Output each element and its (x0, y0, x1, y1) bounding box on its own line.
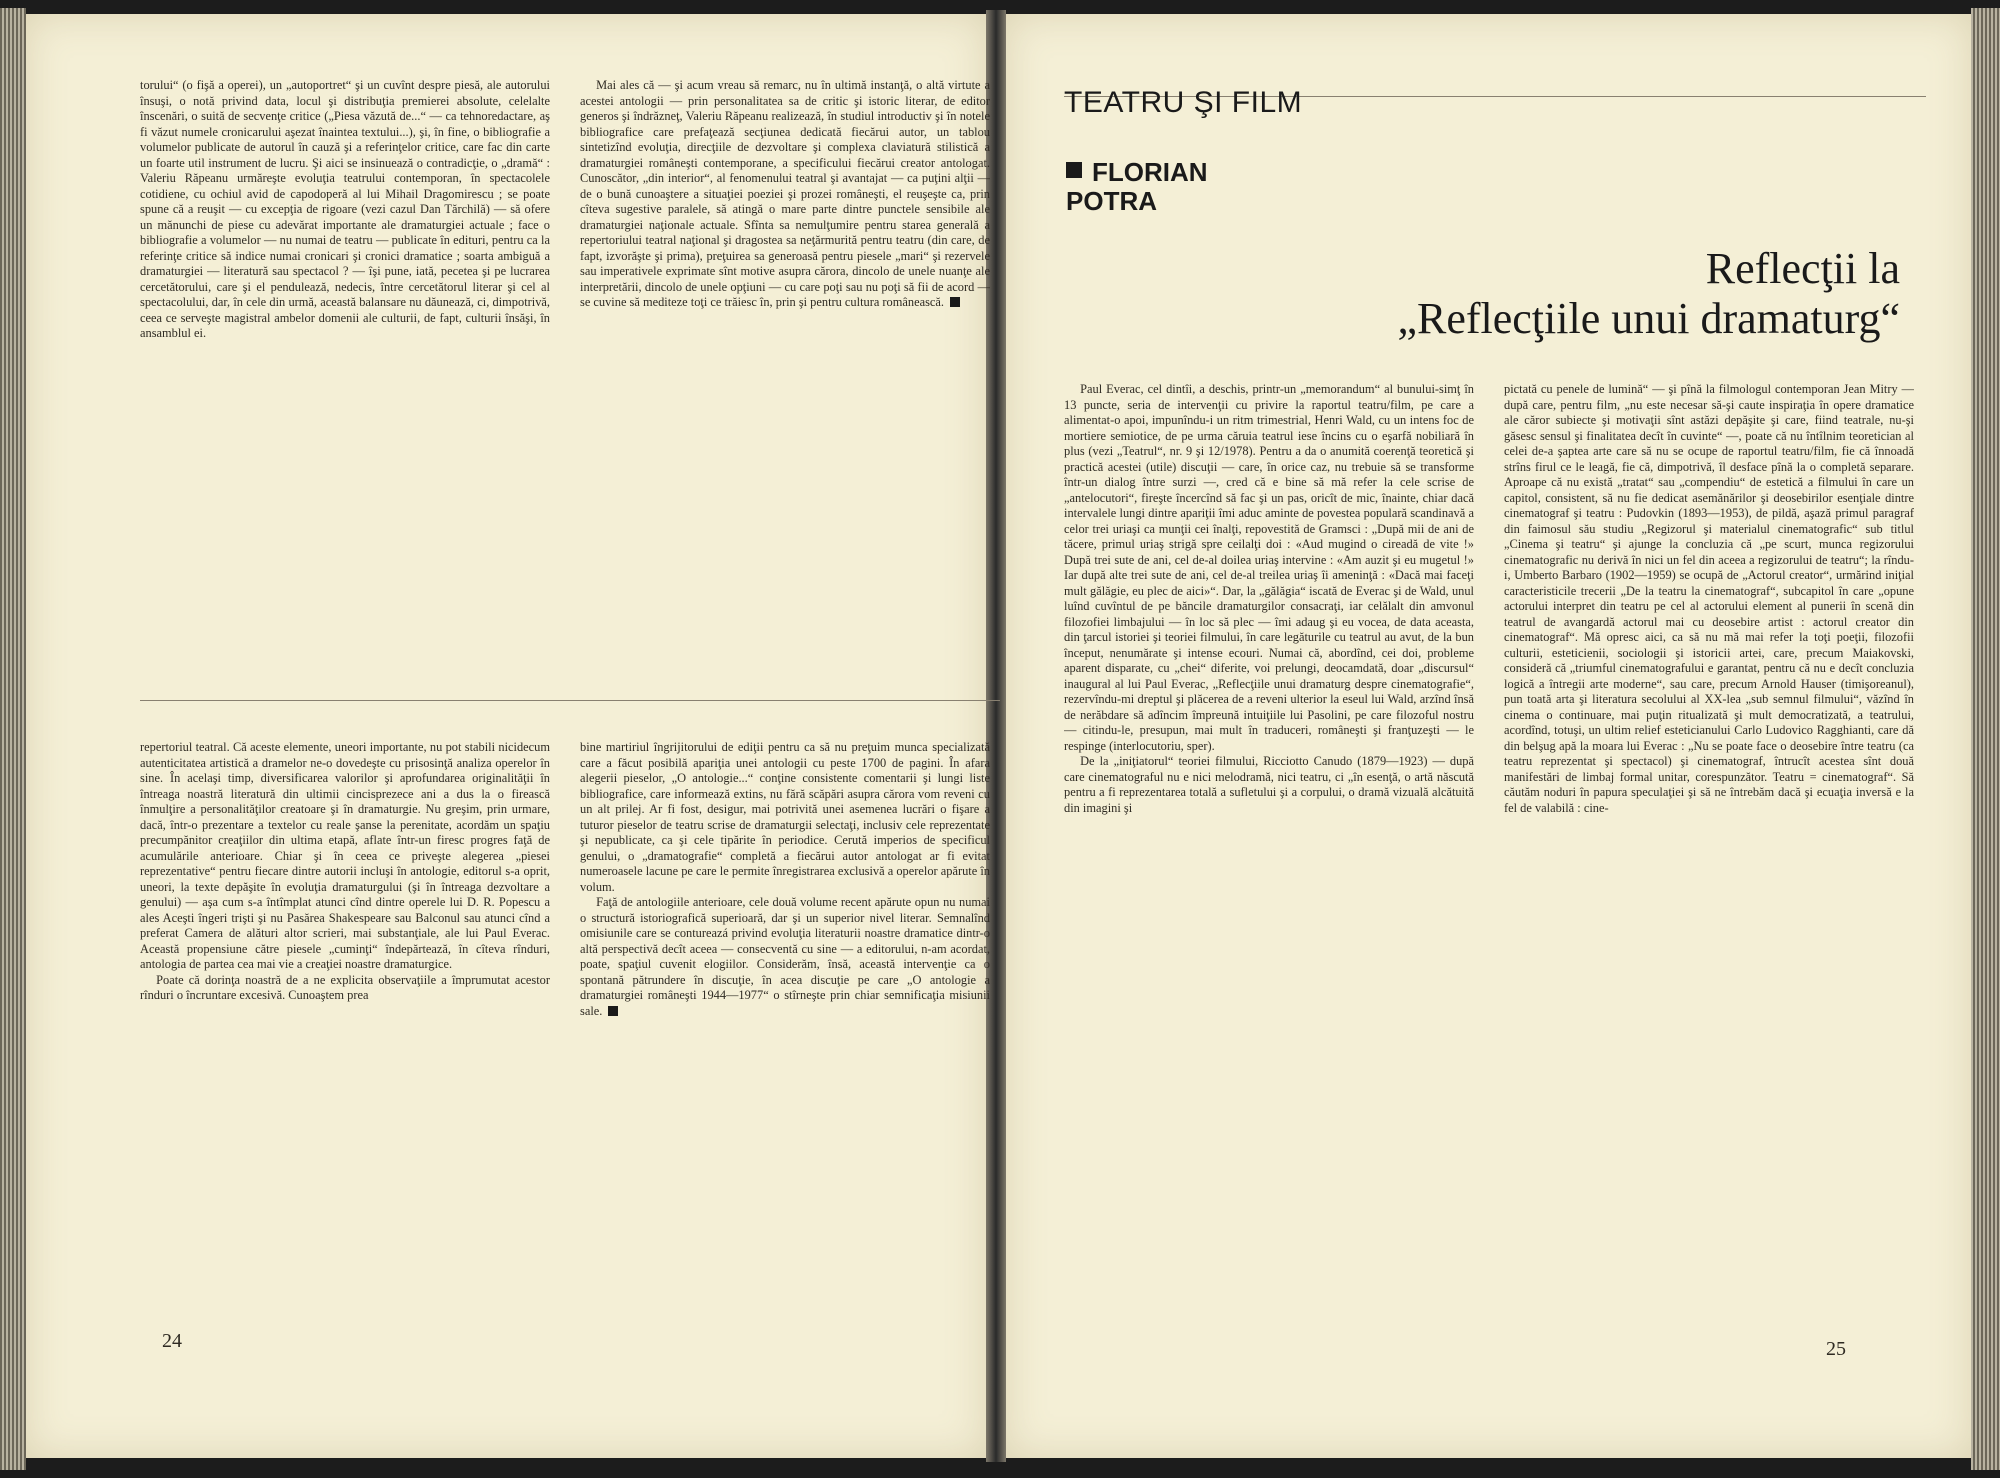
book-page-edges-right (1971, 8, 2000, 1470)
paragraph: Faţă de antologiile anterioare, cele două volume recent apărute opun nu numai o structură istoriografică superioară, dar şi un superior nivel literar. Semnalînd omisiunile care se contureazá privind evoluţia literaturii noastre dramatice dintr-o altă perspectivă decît aceea — consecventă cu sine — a editorului, n-am acordat, poate, spaţiul cuvenit elogiilor. Considerăm, însă, această intervenţie ca o spontană pătrundere în discuţie, în acea discuţie pe care „O antologie a dramaturgiei româneşti 1944—1977“ o stîrneşte prin chiar semnificaţia misiunii sale. (580, 895, 990, 1018)
end-mark-icon (608, 1006, 618, 1016)
left-top-column-2 (580, 78, 990, 658)
left-bottom-column-2 (580, 740, 990, 1320)
right-column-1 (1064, 382, 1474, 1332)
author-last-name: POTRA (1066, 186, 1157, 216)
paragraph: pictată cu penele de lumină“ — şi pînă la filmologul contemporan Jean Mitry — după care, pentru film, „nu este necesar să-şi caute inspiraţia în opere dramatice ale căror subiecte şi motivaţii sînt astăzi depăşite şi care, fiind teatrale, nu-şi găsesc sensul şi finalitatea decît în cuvinte“ —, poate că nu întîlnim teoretician al celei de-a şaptea arte care să nu se ocupe de raportul teatru/film, fie că înnoadă strîns firul ce le leagă, fie că, dimpotrivă, îl desface pînă la o completă separare. Aproape că nu există „tratat“ sau „compendiu“ de estetică a filmului în care un capitol, consistent, să nu fie dedicat asemănărilor şi deosebirilor esenţiale dintre cinematograf şi teatru : Pudovkin (1893—1953), de pildă, aşază primul paragraf din faimosul său studiu „Regizorul şi materialul cinematografic“ sub titlul „Cinema şi teatru“ şi ajunge la concluzia că „pe scurt, munca regizorului cinematografic nu derivă în nici un fel din aceea a regizorului de teatru“; la rîndu-i, Umberto Barbaro (1902—1959) se ocupă de „Actorul creator“, urmărind iniţial caracteristicile trecerii „De la teatru la cinematograf“, subcapitol în care „opune actorului interpret din teatru pe cel al actorului element al punerii în scenă din teatrul de avangardă actorul mai cu deosebire artist : actorul creator din cinematograf“. Mă opresc aici, ca să nu mă mai refer la toţi poeţii, filozofii culturii, esteticienii, sociologii şi istoricii artei, care, precum Maiakovski, consideră că „triumful cinematografului e garantat, pentru că nu e decît concluzia logică a întregii arte moderne“, sau care, precum Arnold Hauser (timişoreanul), pun toată arta şi literatura secolului al XX-lea „sub semnul filmului“, văzînd în cinema o continuare, mai puţin ritualizată şi mult democratizată, a teatrului, acordînd, totuşi, un ultim relief esteticianului Carlo Ludovico Ragghianti, care dă din belşug apă la moara lui Everac : „Nu se poate face o deosebire între teatru (ca teatru reprezentat şi spectacol) şi cinematograf, întrucît acestea sînt două manifestări de limbaj formal unitar, corespunzător. Teatru = cinematograf“. Să căutăm noduri în papura speculaţiei şi să ne întrebăm dacă şi ecuaţia inversă e la fel de valabilă : cine- (1504, 382, 1914, 815)
end-mark-icon (950, 297, 960, 307)
left-bottom-column-1 (140, 740, 550, 1320)
paragraph: Paul Everac, cel dintîi, a deschis, printr-un „memorandum“ al bunului-simţ în 13 puncte, seria de intervenţii cu privire la raportul teatru/film, pe care a alimentat-o apoi, impunîndu-i un ritm trimestrial, Henri Wald, cu un intens foc de mortiere semiotice, de pe urma căruia teatrul iese încins cu o eşarfă nobiliară în plus (vezi „Teatrul“, nr. 9 şi 12/1978). Pentru a da o anumită coerenţă teoretică şi practică acestei (utile) discuţii — care, în orice caz, nu trebuie să se transforme într-un dialog între surzi —, cred că e bine să mă refer la cele scrise de „antelocutori“, fireşte încercînd să fac şi un pas, oricît de mic, înainte, chiar dacă intervalele lungi dintre apariţii îmi aduc aminte de povestea populară scandinavă a celor trei uriaşi ca munţii cei înalţi, repovestită de Gramsci : „După mii de ani de tăcere, primul uriaş strigă spre ceilalţi doi : «Aud mugind o cireadă de vite !» După trei sute de ani, cel de-al doilea uriaş intervine : «Am auzit şi eu mugetul !» Iar după alte trei sute de ani, cel de-al treilea uriaş îi ameninţă : «Dacă mai faceţi mult gălăgie, eu plec de aici»“. Dar, la „gălăgia“ iscată de Everac şi de Wald, unul luînd cuvîntul de pe băncile dramaturgilor consacraţi, iar celălalt din amvonul filozofiei limbajului — în loc să plec — îmi adaug şi eu vocea, de data aceasta, din ţarcul istoriei şi teoriei filmului, în care legăturile cu teatrul au avut, de la bun început, nenumărate şi intense ecouri. Numai că, abordînd, cei doi, probleme aparent disparate, cu „chei“ diferite, voi prelungi, deocamdată, doar „discursul“ inaugural al lui Paul Everac, „Reflecţiile unui dramaturg despre cinematografie“, rezervîndu-mi dreptul şi plăcerea de a reveni ulterior la eseul lui Wald, arzînd însă de nerăbdare să adîncim împreună intuiţiile lui Pasolini, pe care filozoful nostru — citindu-le, presupun, mai mult în traduceri, româneşti şi franţuzeşti — le respinge (interlocutoriu, sper). (1064, 382, 1474, 753)
paragraph: bine martiriul îngrijitorului de ediţii pentru ca să nu preţuim munca specializată care a făcut posibilă apariţia unei antologii cu peste 1700 de pagini. În afara alegerii pieselor, „O antologie...“ conţine consistente comentarii şi lungi liste bibliografice, care informează extins, nu fără scăpări asupra cărora vom reveni cu un alt prilej. Ar fi fost, desigur, mai potrivită unei asemenea lucrări o fişare a tuturor pieselor de teatru scrise de dramaturgii selectaţi, inclusiv cele reprezentate şi nepublicate, ca şi cele tipărite în periodice. Cerută imperios de specificul genului, o „dramatografie“ completă a fiecărui autor antologat ar fi evitat numeroasele lacune pe care le permite înregistrarea exclusivă a operelor apărute în volum. (580, 740, 990, 894)
paragraph: Mai ales că — şi acum vreau să remarc, nu în ultimă instanţă, o altă virtute a acestei antologii — prin personalitatea sa de critic şi istoric literar, de editor generos şi îndrăzneţ, Valeriu Răpeanu realizează, în studiul introductiv şi în notele bibliografice care prefaţează secţiunea dedicată fiecărui autor, un tablou sintetizînd evoluţia, direcţiile de dezvoltare şi complexa claviatură stilistică a dramaturgiei româneşti contemporane, a specificului fiecărui creator antologat. Cunoscător, „din interior“, al fenomenului teatral şi avantajat — ca puţini alţii — de o bună cunoaştere a situaţiei poeziei şi prozei româneşti, el reuşeşte ca, prin cîteva sugestive paralele, să atingă o mare parte dintre punctele sensibile ale dramaturgiei naţionale actuale. Sfînta sa nemulţumire pentru starea generală a repertoriului teatral naţional şi dragostea sa neţărmurită pentru teatru (din care, de fapt, izvorăşte şi prima), preţuirea sa generoasă pentru piesele „mari“ şi rezervele sau imperativele exprimate sînt motive asupra cărora, dincolo de unele nuanţe ale interpretării, dincolo de unele opţiuni — cu care poţi sau nu poţi să fii de acord — se cuvine să mediteze toţi ce trăiesc în, prin şi pentru cultura românească. (580, 78, 990, 309)
paragraph: De la „iniţiatorul“ teoriei filmului, Ricciotto Canudo (1879—1923) — după care cinematograful nu e nici melodramă, nici teatru, ci „în esenţă, o artă născută pentru a fi reprezentarea totală a sufletului şi a corpului, o dramă vizuală alcătuită din imagini şi (1064, 754, 1474, 815)
section-title: TEATRU ŞI FILM (1064, 86, 1303, 119)
paragraph: torului“ (o fişă a operei), un „autoportret“ şi un cuvînt despre piesă, ale autorului însuşi, o notă privind data, locul şi distribuţia premierei absolute, celelalte înscenări, o suită de secvenţe critice („Piesa văzută de...“ — ca tehnoredactare, aş fi văzut numele cronicarului aşezat înaintea textului...), şi, în fine, o bibliografie a volumelor publicate de autorul în cauză şi a referinţelor critice, care fac din carte un foarte util instrument de lucru. Şi aici se insinuează o contradicţie, o „dramă“ : Valeriu Răpeanu urmăreşte evoluţia teatrului contemporan, în spectacolele cotidiene, cu ochiul avid de capodoperă al lui Mihail Dragomirescu ; se poate spune că a reuşit — cu excepţia de rigoare (vezi cazul Dan Tărchilă) — să ofere un mănunchi de piese cu adevărat importante ale dramaturgiei actuale ; face o bibliografie a volumelor — nu numai de teatru — publicate în edituri, pentru ca la referinţe critice să indice numai cronicari şi cronici dramatice ; soarta ambiguă a dramaturgiei — literatură sau spectacol ? — îşi pune, iată, pecetea şi pe lucrarea cercetătorului, care şi el pendulează, nedecis, între cercetătorul literar şi cel al spectacolului, dar, în cele din urmă, această balansare nu dăunează, ci, dimpotrivă, ceea ce serveşte magistral ambelor domenii ale culturii, de fapt, culturii însăşi, în ansamblul ei. (140, 78, 550, 340)
article-headline (1160, 244, 1900, 344)
headline-line-1: Reflecţii la (1705, 244, 1900, 293)
book-page-edges-left (0, 8, 26, 1470)
paragraph: Poate că dorinţa noastră de a ne explicita observaţiile a împrumutat acestor rînduri o încruntare excesivă. Cunoaştem prea (140, 972, 550, 1002)
left-top-column-1 (140, 78, 550, 658)
paragraph: repertoriul teatral. Că aceste elemente, uneori importante, nu pot stabili nicidecum autenticitatea artistică a dramelor ne-o dovedeşte cu prisosinţă analiza operelor în sine. În acelaşi timp, diversificarea valorilor şi aprofundarea originalităţii în întreaga noastră literatură din ultimii cincisprezece ani a dus la o firească înmulţire a personalităţilor creatoare şi în dramaturgie. Nu greşim, prin urmare, dacă, într-o prezentare a textelor cu reale şanse la perenitate, acordăm un spaţiu precumpănitor creaţiilor din ultima etapă, aflate într-un firesc progres faţă de acumulările anterioare. Chiar şi în ceea ce priveşte alegerea „piesei reprezentative“ pentru fiecare dintre autorii incluşi în antologie, editorul s-a oprit, uneori, la texte depăşite în evoluţia dramaturgului (şi în întreaga dezvoltare a genului) — aşa cum s-a întîmplat atunci cînd dintre operele lui D. R. Popescu a ales Aceşti îngeri trişti şi nu Pasărea Shakespeare sau Balconul sau atunci cînd a preferat Camera de alături altor scrieri, mai substanţiale, ale lui Paul Everac. Această propensiune către piesele „cuminţi“ îndepărtează, în cîteva rînduri, antologia de partea cea mai vie a creaţiei noastre dramaturgice. (140, 740, 550, 971)
page-number-right: 25 (1826, 1338, 1846, 1360)
divider (140, 700, 1000, 701)
right-column-2 (1504, 382, 1914, 1332)
author-name (1066, 158, 1208, 216)
headline-line-2: „Reflecţiile unui dramaturg“ (1397, 294, 1900, 343)
author-first-name: FLORIAN (1092, 157, 1208, 187)
page-number-left: 24 (162, 1330, 182, 1352)
